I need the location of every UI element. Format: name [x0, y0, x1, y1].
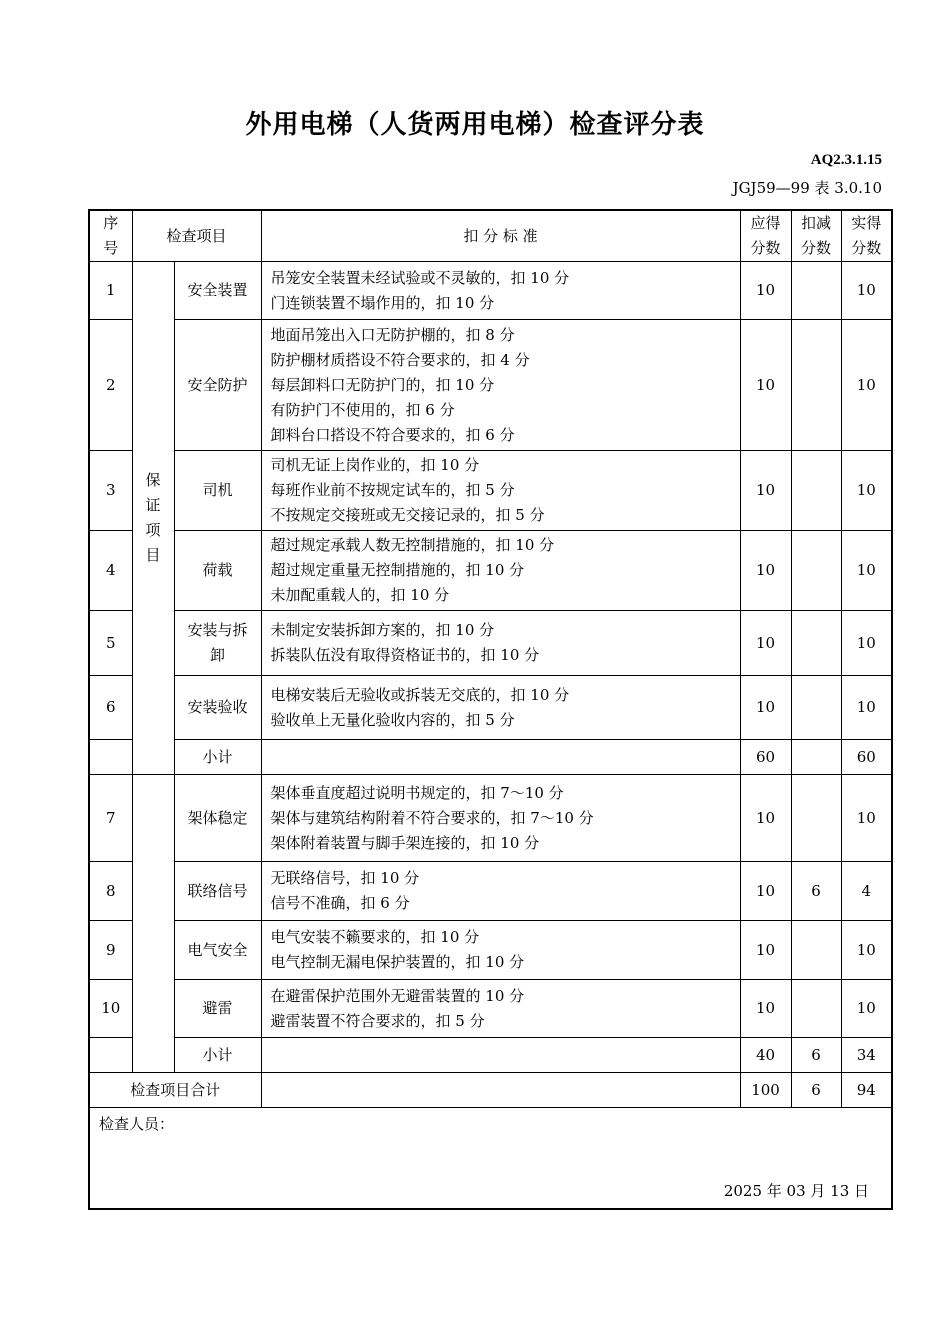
- row-seq: 10: [89, 980, 132, 1038]
- row-criteria: [261, 980, 740, 1038]
- criteria-line: 地面吊笼出入口无防护棚的，扣 8 分: [270, 325, 515, 344]
- row-deduct: [791, 451, 841, 531]
- row-due: 10: [740, 775, 791, 862]
- criteria-line: 避雷装置不符合要求的，扣 5 分: [270, 1011, 485, 1030]
- criteria-line: 架体与建筑结构附着不符合要求的，扣 7～10 分: [270, 808, 594, 827]
- row-criteria: [261, 262, 740, 320]
- row-criteria: [261, 320, 740, 451]
- row-criteria: [261, 862, 740, 921]
- score-table: [88, 209, 893, 1210]
- header-deduct: 扣减分数: [791, 210, 841, 262]
- subtotal-row: [89, 740, 892, 775]
- criteria-line: 架体附着装置与脚手架连接的，扣 10 分: [270, 833, 540, 852]
- subtotal-criteria: [261, 740, 740, 775]
- row-due: 10: [740, 611, 791, 676]
- category-cell: [132, 775, 174, 1073]
- subtotal-actual: 60: [841, 740, 892, 775]
- criteria-line: 验收单上无量化验收内容的，扣 5 分: [270, 710, 515, 729]
- header-item: 检查项目: [132, 210, 261, 262]
- subtotal-seq: [89, 740, 132, 775]
- subtotal-actual: 34: [841, 1038, 892, 1073]
- row-deduct: [791, 262, 841, 320]
- criteria-line: 架体垂直度超过说明书规定的，扣 7～10 分: [270, 783, 564, 802]
- row-item: 电气安全: [174, 921, 261, 980]
- row-seq: 1: [89, 262, 132, 320]
- row-criteria: [261, 676, 740, 740]
- inspection-date: 2025 年 03 月 13 日: [723, 1182, 870, 1200]
- header-row: [89, 210, 892, 262]
- row-actual: 10: [841, 775, 892, 862]
- row-deduct: [791, 676, 841, 740]
- row-actual: 10: [841, 531, 892, 611]
- row-due: 10: [740, 320, 791, 451]
- row-item: 司机: [174, 451, 261, 531]
- row-seq: 9: [89, 921, 132, 980]
- row-item: 联络信号: [174, 862, 261, 921]
- table-row: [89, 262, 892, 320]
- header-due: 应得分数: [740, 210, 791, 262]
- standard-reference: JGJ59—99 表 3.0.10: [732, 179, 882, 197]
- row-criteria: [261, 775, 740, 862]
- criteria-line: 无联络信号，扣 10 分: [270, 869, 420, 887]
- row-due: 10: [740, 921, 791, 980]
- row-seq: 2: [89, 320, 132, 451]
- row-actual: 4: [841, 862, 892, 921]
- table-row: [89, 862, 892, 921]
- row-due: 10: [740, 862, 791, 921]
- row-actual: 10: [841, 921, 892, 980]
- row-due: 10: [740, 451, 791, 531]
- row-deduct: [791, 775, 841, 862]
- category-cell: [132, 262, 174, 775]
- row-seq: 5: [89, 611, 132, 676]
- row-seq: 4: [89, 531, 132, 611]
- table-row: [89, 451, 892, 531]
- row-deduct: [791, 531, 841, 611]
- table-row: [89, 320, 892, 451]
- row-seq: 3: [89, 451, 132, 531]
- total-row: [89, 1073, 892, 1108]
- row-item: 荷载: [174, 531, 261, 611]
- row-item: 安装与拆卸: [174, 611, 261, 676]
- total-actual: 94: [841, 1073, 892, 1108]
- criteria-line: 每班作业前不按规定试车的，扣 5 分: [270, 481, 515, 499]
- row-seq: 6: [89, 676, 132, 740]
- subtotal-deduct: [791, 740, 841, 775]
- subtotal-label: 小计: [174, 740, 261, 775]
- row-item: 安装验收: [174, 676, 261, 740]
- row-criteria: [261, 451, 740, 531]
- criteria-line: 在避雷保护范围外无避雷装置的 10 分: [270, 986, 525, 1005]
- row-actual: 10: [841, 611, 892, 676]
- table-row: [89, 775, 892, 862]
- subtotal-due: 40: [740, 1038, 791, 1073]
- table-row: [89, 611, 892, 676]
- subtotal-label: 小计: [174, 1038, 261, 1073]
- header-actual: 实得分数: [841, 210, 892, 262]
- row-due: 10: [740, 531, 791, 611]
- criteria-line: 吊笼安全装置未经试验或不灵敏的，扣 10 分: [270, 268, 570, 287]
- row-criteria: [261, 611, 740, 676]
- criteria-line: 电气安装不籁要求的，扣 10 分: [270, 928, 480, 946]
- subtotal-row: [89, 1038, 892, 1073]
- criteria-line: 超过规定承载人数无控制措施的，扣 10 分: [270, 536, 555, 554]
- criteria-line: 不按规定交接班或无交接记录的，扣 5 分: [270, 506, 545, 524]
- subtotal-due: 60: [740, 740, 791, 775]
- criteria-line: 电气控制无漏电保护装置的，扣 10 分: [270, 953, 525, 971]
- footer-row: [89, 1108, 892, 1210]
- criteria-line: 防护棚材质搭设不符合要求的，扣 4 分: [270, 350, 530, 369]
- total-criteria: [261, 1073, 740, 1108]
- criteria-line: 未制定安装拆卸方案的，扣 10 分: [270, 621, 495, 639]
- row-due: 10: [740, 262, 791, 320]
- row-due: 10: [740, 980, 791, 1038]
- subtotal-seq: [89, 1038, 132, 1073]
- table-row: [89, 531, 892, 611]
- inspector-label: 检查人员：: [99, 1115, 175, 1133]
- row-due: 10: [740, 676, 791, 740]
- row-deduct: [791, 611, 841, 676]
- footer-cell: [89, 1108, 892, 1210]
- category-label: 保证项目: [145, 471, 161, 564]
- criteria-line: 拆装队伍没有取得资格证书的，扣 10 分: [270, 646, 540, 664]
- subtotal-criteria: [261, 1038, 740, 1073]
- table-row: [89, 921, 892, 980]
- row-deduct: [791, 921, 841, 980]
- criteria-line: 卸料台口搭设不符合要求的，扣 6 分: [270, 425, 515, 444]
- criteria-line: 每层卸料口无防护门的，扣 10 分: [270, 375, 495, 394]
- header-seq: 序号: [89, 210, 132, 262]
- table-row: [89, 980, 892, 1038]
- row-deduct: [791, 980, 841, 1038]
- row-actual: 10: [841, 320, 892, 451]
- row-deduct: [791, 320, 841, 451]
- row-actual: 10: [841, 451, 892, 531]
- criteria-line: 信号不准确，扣 6 分: [270, 894, 410, 912]
- row-item: 安全防护: [174, 320, 261, 451]
- row-deduct: 6: [791, 862, 841, 921]
- total-label: 检查项目合计: [89, 1073, 261, 1108]
- row-criteria: [261, 531, 740, 611]
- row-seq: 7: [89, 775, 132, 862]
- row-actual: 10: [841, 262, 892, 320]
- total-deduct: 6: [791, 1073, 841, 1108]
- row-criteria: [261, 921, 740, 980]
- table-row: [89, 676, 892, 740]
- header-criteria: 扣 分 标 准: [261, 210, 740, 262]
- criteria-line: 司机无证上岗作业的，扣 10 分: [270, 456, 480, 474]
- criteria-line: 门连锁装置不塌作用的，扣 10 分: [270, 293, 495, 312]
- row-actual: 10: [841, 980, 892, 1038]
- criteria-line: 未加配重载人的，扣 10 分: [270, 586, 450, 604]
- criteria-line: 电梯安装后无验收或拆装无交底的，扣 10 分: [270, 685, 570, 704]
- document-code: AQ2.3.1.15: [810, 152, 882, 168]
- total-due: 100: [740, 1073, 791, 1108]
- criteria-line: 超过规定重量无控制措施的，扣 10 分: [270, 561, 525, 579]
- row-item: 安全装置: [174, 262, 261, 320]
- row-actual: 10: [841, 676, 892, 740]
- row-seq: 8: [89, 862, 132, 921]
- subtotal-deduct: 6: [791, 1038, 841, 1073]
- row-item: 架体稳定: [174, 775, 261, 862]
- criteria-line: 有防护门不使用的，扣 6 分: [270, 400, 455, 419]
- page-title: 外用电梯（人货两用电梯）检查评分表: [245, 110, 705, 140]
- row-item: 避雷: [174, 980, 261, 1038]
